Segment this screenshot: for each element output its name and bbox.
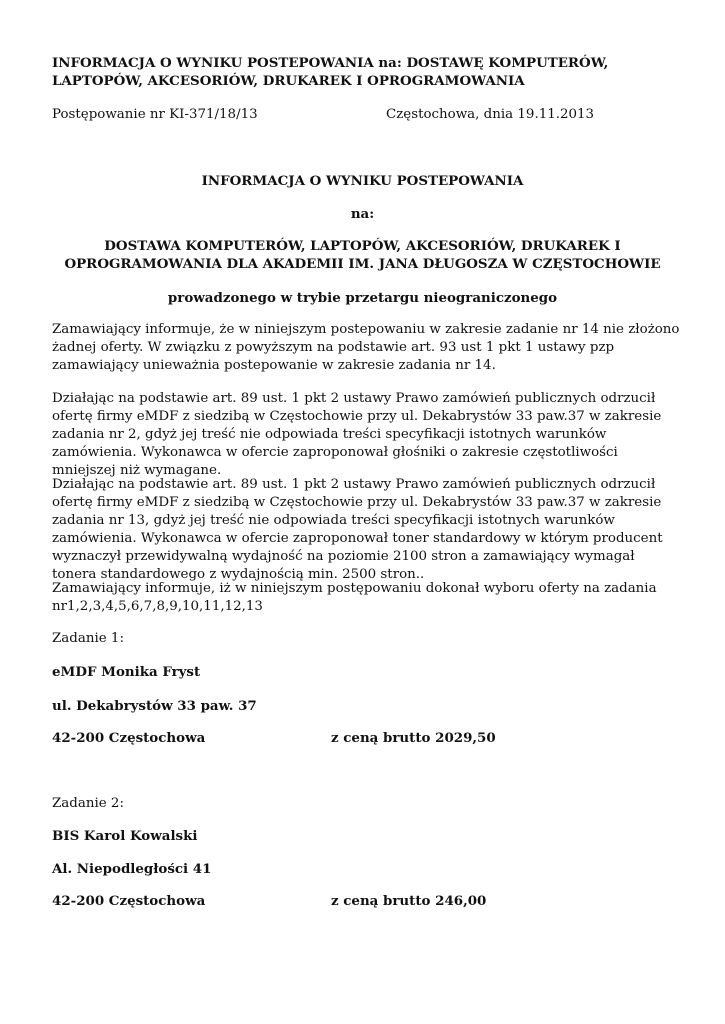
task-city: 42-200 Częstochowa (52, 730, 206, 746)
paragraph-1: Zamawiający informuje, że w niniejszym postepowaniu w zakresie zadanie nr 14 nie złożono żadnej oferty. W związku z powyższym na podstawie art. 93 ust 1 pkt 1 ustawy pzp zamawiający unieważnia postepowanie w zakresie zadania nr 14. (52, 322, 680, 373)
main-heading-na: na: (350, 206, 375, 222)
task-city: 42-200 Częstochowa (52, 893, 206, 909)
paragraph-4: Zamawiający informuje, iż w niniejszym postępowaniu dokonał wyboru oferty na zadania nr1,2,3,4,5,6,7,8,9,10,11,12,13 (52, 581, 657, 614)
task-street: Al. Niepodległości 41 (52, 861, 212, 877)
subject-heading: DOSTAWA KOMPUTERÓW, LAPTOPÓW, AKCESORIÓW, DRUKAREK I OPROGRAMOWANIA DLA AKADEMII IM. JANA DŁUGOSZA W CZĘSTOCHOWIE (64, 238, 661, 272)
case-number: Postępowanie nr KI-371/18/13 (52, 107, 258, 122)
paragraph-2: Działając na podstawie art. 89 ust. 1 pkt 2 ustawy Prawo zamówień publicznych odrzucił ofertę firmy eMDF z siedzibą w Częstochowie przy ul. Dekabrystów 33 paw.37 w zakresie zadania nr 2, gdyż jej treść nie odpowiada treści specyfikacji istotnych warunków zamówienia. Wykonawca w ofercie zaproponował głośniki o zakresie częstotliwości mniejszej niż wymagane. (52, 391, 662, 478)
task-company: eMDF Monika Fryst (52, 664, 201, 680)
main-heading: INFORMACJA O WYNIKU POSTEPOWANIA (201, 173, 524, 189)
task-price: z ceną brutto 2029,50 (331, 730, 496, 746)
task-street: ul. Dekabrystów 33 paw. 37 (52, 698, 257, 714)
place-date: Częstochowa, dnia 19.11.2013 (386, 107, 595, 122)
paragraph-3: Działając na podstawie art. 89 ust. 1 pkt 2 ustawy Prawo zamówień publicznych odrzucił ofertę firmy eMDF z siedzibą w Częstochowie przy ul. Dekabrystów 33 paw.37 w zakresie zadania nr 13, gdyż jej treść nie odpowiada treści specyfikacji istotnych warunków zamówienia. Wykonawca w ofercie zaproponował toner standardowy w którym producent wyznaczył przewidywalną wydajność na poziomie 2100 stron a zamawiający wymagał tonera standardowego z wydajnością min. 2500 stron.. (52, 477, 663, 582)
task-label: Zadanie 1: (52, 631, 124, 646)
procedure-mode: prowadzonego w trybie przetargu nieograniczonego (167, 290, 558, 306)
task-label: Zadanie 2: (52, 796, 124, 811)
document-title: INFORMACJA O WYNIKU POSTEPOWANIA na: DOSTAWĘ KOMPUTERÓW, LAPTOPÓW, AKCESORIÓW, DRUKAREK I OPROGRAMOWANIA (52, 55, 609, 89)
task-price: z ceną brutto 246,00 (331, 893, 487, 909)
task-company: BIS Karol Kowalski (52, 828, 198, 844)
